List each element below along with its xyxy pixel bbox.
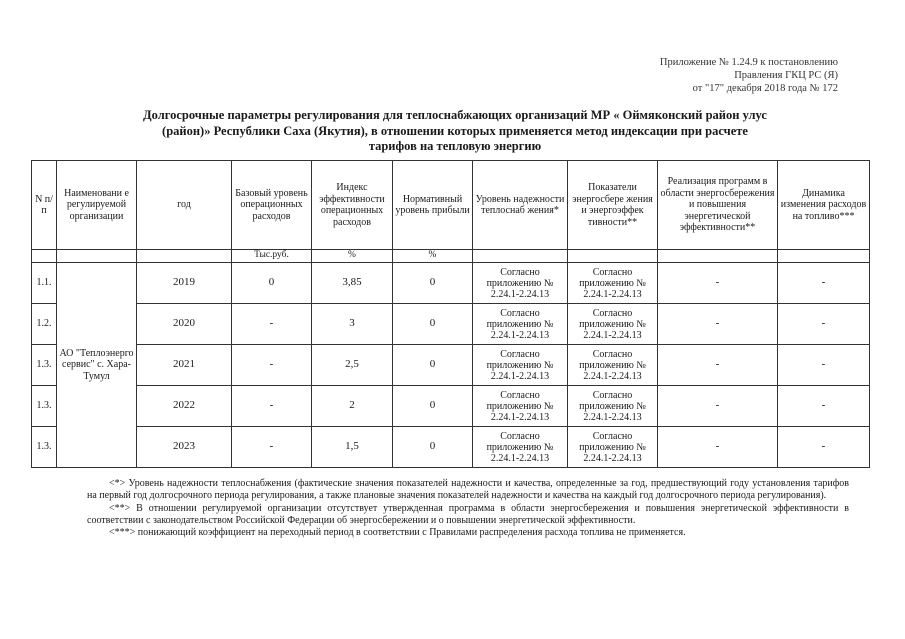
row-energy: Согласно приложению № 2.24.1-2.24.13 [568,386,658,427]
row-index: 2 [312,386,393,427]
table-row [32,304,870,345]
row-index: 1,5 [312,427,393,468]
row-base: - [232,427,312,468]
title-line-2: (район)» Республики Саха (Якутия), в отношении которых применяется метод индексации при расчете [162,123,748,138]
header-profit: Нормативный уровень прибыли [393,161,473,250]
footnote-energy-program: <**> В отношении регулируемой организации отсутствует утвержденная программа в области энергосбережения и повышения энергетической эффективности в соответствии с законодательством Российской Федерации об энергосбережении и о повышении энергетической эффективности. [87,502,849,526]
header-year: год [137,161,232,250]
table-row [32,427,870,468]
row-energy: Согласно приложению № 2.24.1-2.24.13 [568,304,658,345]
row-energy: Согласно приложению № 2.24.1-2.24.13 [568,345,658,386]
table-units-row [32,250,870,263]
title-line-3: тарифов на тепловую энергию [368,139,542,153]
row-reliability: Согласно приложению № 2.24.1-2.24.13 [473,345,568,386]
annex-line-3: от "17" декабря 2018 года № 172 [692,83,838,94]
row-num: 1.3. [32,427,57,468]
row-reliability: Согласно приложению № 2.24.1-2.24.13 [473,386,568,427]
table-row [32,386,870,427]
row-year: 2019 [137,263,232,304]
unit-base: Тыс.руб. [232,250,312,263]
row-profit: 0 [393,304,473,345]
row-programs: - [658,304,778,345]
header-programs: Реализация программ в области энергосбережения и повышения энергетической эффективности** [658,161,778,250]
header-index: Индекс эффективности операционных расходов [312,161,393,250]
row-fuel: - [778,263,870,304]
title-line-1: Долгосрочные параметры регулирования для теплоснабжающих организаций МР « Оймяконский район улус [143,108,767,122]
header-energy: Показатели энергосбере жения и энергоэффек тивности** [568,161,658,250]
header-org: Наименовани е регулируемой организации [57,161,137,250]
row-profit: 0 [393,427,473,468]
row-index: 2,5 [312,345,393,386]
unit-profit: % [393,250,473,263]
row-year: 2021 [137,345,232,386]
footnote-fuel: <***> понижающий коэффициент на переходный период в соответствии с Правилами распределения расхода топлива не применяется. [109,527,686,539]
row-fuel: - [778,345,870,386]
row-energy: Согласно приложению № 2.24.1-2.24.13 [568,263,658,304]
row-reliability: Согласно приложению № 2.24.1-2.24.13 [473,427,568,468]
parameters-table [31,160,870,468]
annex-line-1: Приложение № 1.24.9 к постановлению [659,57,838,68]
unit-index: % [312,250,393,263]
row-profit: 0 [393,263,473,304]
header-fuel: Динамика изменения расходов на топливо*** [778,161,870,250]
row-index: 3,85 [312,263,393,304]
row-base: - [232,345,312,386]
row-year: 2020 [137,304,232,345]
row-year: 2022 [137,386,232,427]
row-programs: - [658,345,778,386]
row-fuel: - [778,427,870,468]
row-fuel: - [778,304,870,345]
annex-line-2: Правления ГКЦ РС (Я) [734,70,838,81]
row-reliability: Согласно приложению № 2.24.1-2.24.13 [473,263,568,304]
row-base: - [232,386,312,427]
row-base: 0 [232,263,312,304]
row-index: 3 [312,304,393,345]
row-num: 1.1. [32,263,57,304]
row-year: 2023 [137,427,232,468]
footnote-reliability: <*> Уровень надежности теплоснабжения (фактические значения показателей надежности и качества, определенные за год, предшествующий году установления тарифов на первый год долгосрочного периода регулирования, а также плановые значения показателей надежности и качества на каждый год долгосрочного периода регулирования). [87,478,849,502]
row-num: 1.2. [32,304,57,345]
row-base: - [232,304,312,345]
footnotes [87,478,849,539]
row-reliability: Согласно приложению № 2.24.1-2.24.13 [473,304,568,345]
row-programs: - [658,263,778,304]
organization-name: АО "Теплоэнерго сервис" с. Хара-Тумул [57,263,137,468]
table-row [32,345,870,386]
header-base: Базовый уровень операционных расходов [232,161,312,250]
row-fuel: - [778,386,870,427]
row-profit: 0 [393,386,473,427]
header-num: N п/п [32,161,57,250]
document-title [95,108,815,155]
header-reliability: Уровень надежности теплоснаб жения* [473,161,568,250]
table-header-row [32,161,870,250]
table-row [32,263,870,304]
row-profit: 0 [393,345,473,386]
row-programs: - [658,386,778,427]
row-num: 1.3. [32,386,57,427]
row-num: 1.3. [32,345,57,386]
row-programs: - [658,427,778,468]
annex-block [660,56,838,95]
row-energy: Согласно приложению № 2.24.1-2.24.13 [568,427,658,468]
